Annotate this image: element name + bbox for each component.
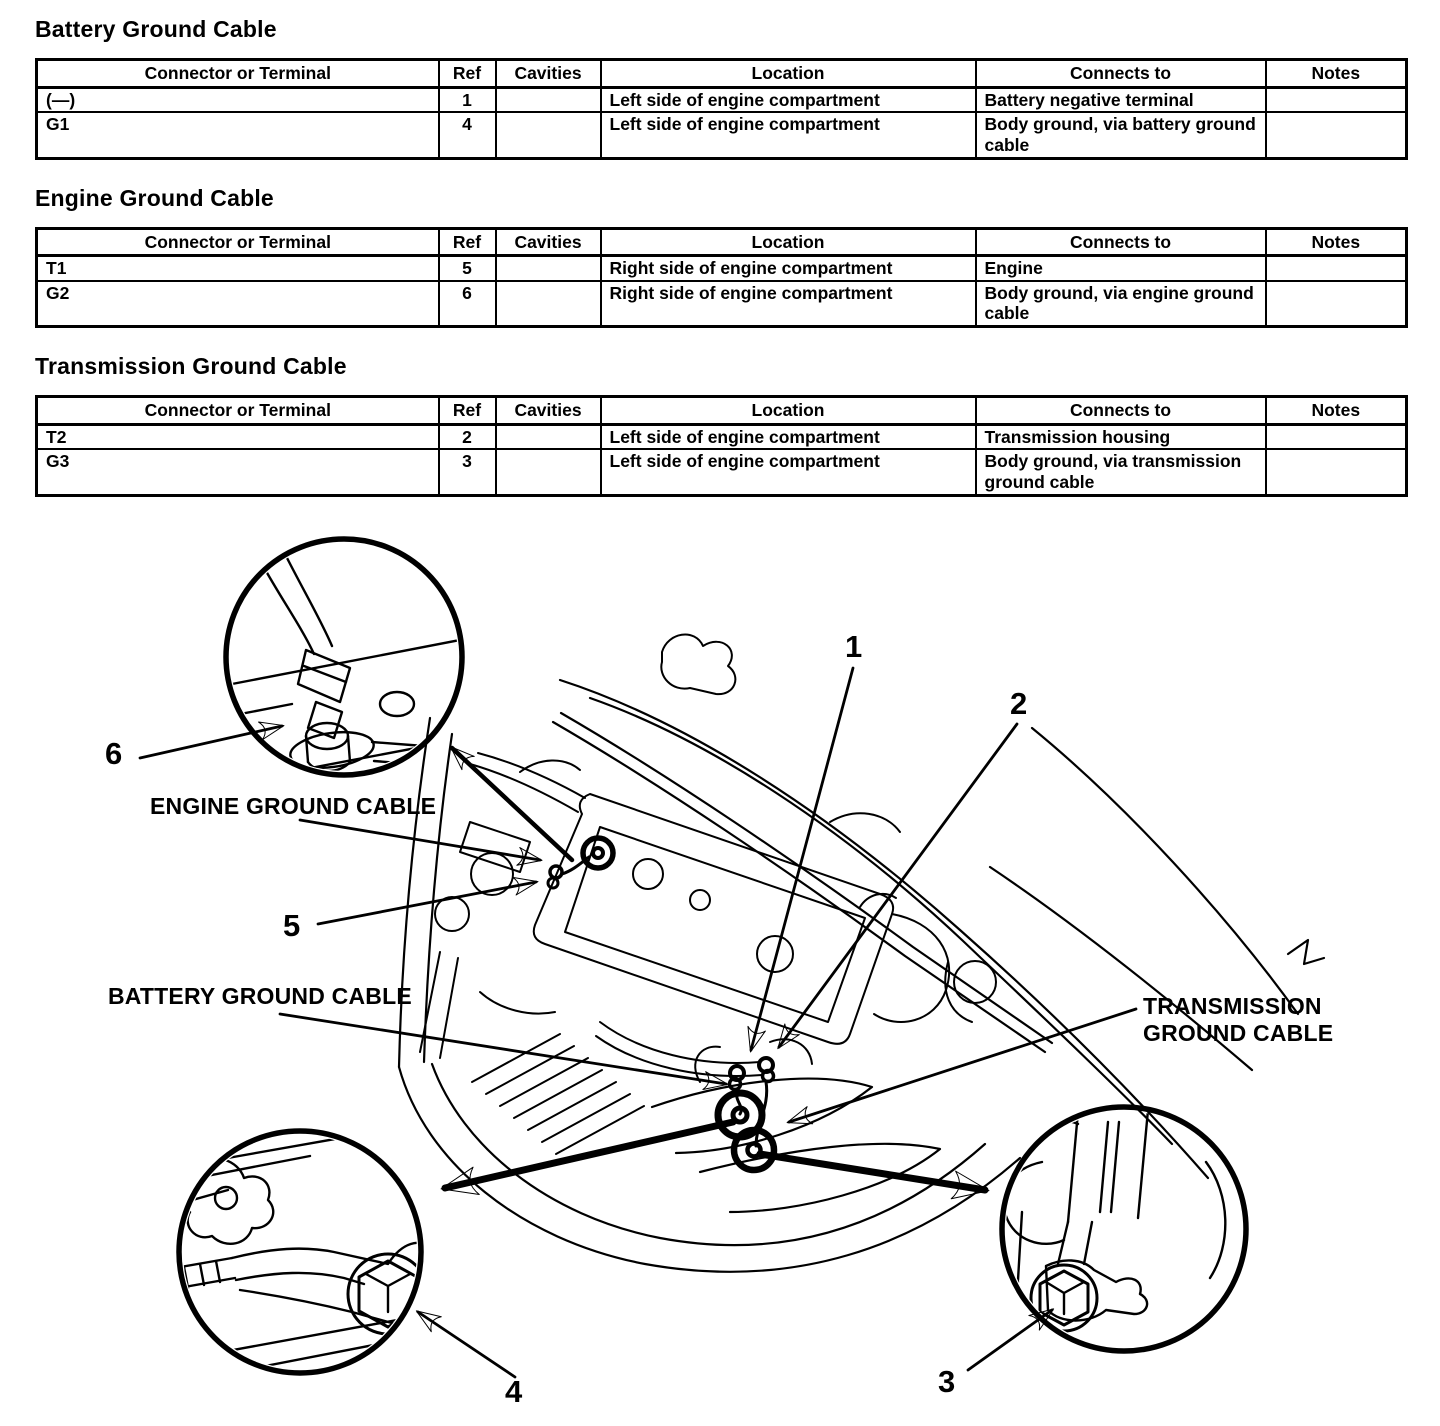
label-engine-ground-cable: ENGINE GROUND CABLE bbox=[150, 792, 437, 819]
cell-connects-to: Transmission housing bbox=[976, 424, 1266, 449]
callout-2: 2 bbox=[1010, 685, 1028, 721]
col-connector: Connector or Terminal bbox=[37, 397, 439, 425]
cell-ref: 4 bbox=[439, 112, 496, 158]
cell-cavities bbox=[496, 424, 601, 449]
cell-location: Left side of engine compartment bbox=[601, 112, 976, 158]
cell-location: Right side of engine compartment bbox=[601, 256, 976, 281]
inset-battery-ground-detail bbox=[92, 1124, 461, 1386]
col-cavities: Cavities bbox=[496, 397, 601, 425]
cell-cavities bbox=[496, 256, 601, 281]
cell-ref: 3 bbox=[439, 449, 496, 495]
col-notes: Notes bbox=[1266, 60, 1407, 88]
table-row bbox=[37, 112, 1407, 158]
table-row bbox=[37, 256, 1407, 281]
cell-location: Right side of engine compartment bbox=[601, 281, 976, 327]
cell-notes bbox=[1266, 424, 1407, 449]
col-location: Location bbox=[601, 228, 976, 256]
col-ref: Ref bbox=[439, 397, 496, 425]
col-notes: Notes bbox=[1266, 228, 1407, 256]
callout-5: 5 bbox=[283, 907, 301, 943]
cell-connector: G2 bbox=[37, 281, 439, 327]
leader-engine-ground-label bbox=[300, 820, 540, 860]
cell-ref: 1 bbox=[439, 87, 496, 112]
cell-connector: T2 bbox=[37, 424, 439, 449]
cell-connects-to: Body ground, via transmission ground cable bbox=[976, 449, 1266, 495]
section-title-battery-ground-cable: Battery Ground Cable bbox=[35, 16, 277, 42]
callout-4: 4 bbox=[505, 1373, 523, 1409]
col-connects-to: Connects to bbox=[976, 397, 1266, 425]
cell-cavities bbox=[496, 449, 601, 495]
leader-callout-5 bbox=[318, 882, 536, 924]
section-title-engine-ground-cable: Engine Ground Cable bbox=[35, 184, 274, 211]
col-cavities: Cavities bbox=[496, 228, 601, 256]
cell-location: Left side of engine compartment bbox=[601, 87, 976, 112]
table-row bbox=[37, 424, 1407, 449]
transmission-ground-cable-table bbox=[35, 395, 1408, 497]
cell-connector: G1 bbox=[37, 112, 439, 158]
table-row bbox=[37, 281, 1407, 327]
cell-connector: T1 bbox=[37, 256, 439, 281]
col-ref: Ref bbox=[439, 228, 496, 256]
cell-cavities bbox=[496, 281, 601, 327]
col-connects-to: Connects to bbox=[976, 228, 1266, 256]
cell-cavities bbox=[496, 112, 601, 158]
cell-location: Left side of engine compartment bbox=[601, 424, 976, 449]
cell-connector: (—) bbox=[37, 87, 439, 112]
cell-notes bbox=[1266, 281, 1407, 327]
table-row bbox=[37, 449, 1407, 495]
label-transmission-ground-cable-line1: TRANSMISSION bbox=[1143, 992, 1322, 1019]
col-connector: Connector or Terminal bbox=[37, 228, 439, 256]
cell-connects-to: Battery negative terminal bbox=[976, 87, 1266, 112]
label-battery-ground-cable: BATTERY GROUND CABLE bbox=[108, 982, 412, 1009]
col-location: Location bbox=[601, 60, 976, 88]
inset-transmission-ground-detail bbox=[1002, 1104, 1246, 1351]
leader-callout-2 bbox=[779, 724, 1017, 1047]
table-header-row bbox=[37, 397, 1407, 425]
cell-cavities bbox=[496, 87, 601, 112]
leader-battery-ground-label bbox=[280, 1014, 726, 1084]
col-ref: Ref bbox=[439, 60, 496, 88]
cell-notes bbox=[1266, 87, 1407, 112]
cell-notes bbox=[1266, 112, 1407, 158]
car-body-outline bbox=[399, 680, 1324, 1272]
table-row bbox=[37, 87, 1407, 112]
cell-connector: G3 bbox=[37, 449, 439, 495]
section-title-transmission-ground-cable: Transmission Ground Cable bbox=[35, 353, 347, 380]
leader-callout-4 bbox=[418, 1312, 515, 1377]
cell-connects-to: Engine bbox=[976, 256, 1266, 281]
cell-ref: 6 bbox=[439, 281, 496, 327]
engine-ground-cable-table bbox=[35, 227, 1408, 329]
col-connector: Connector or Terminal bbox=[37, 60, 439, 88]
cell-connects-to: Body ground, via battery ground cable bbox=[976, 112, 1266, 158]
callout-1: 1 bbox=[845, 628, 863, 664]
col-location: Location bbox=[601, 397, 976, 425]
cell-notes bbox=[1266, 449, 1407, 495]
leader-transmission-ground-label bbox=[789, 1009, 1136, 1122]
leader-to-battery-inset bbox=[445, 1122, 733, 1188]
callout-6: 6 bbox=[105, 735, 123, 771]
callout-3: 3 bbox=[938, 1363, 956, 1399]
col-cavities: Cavities bbox=[496, 60, 601, 88]
cell-connects-to: Body ground, via engine ground cable bbox=[976, 281, 1266, 327]
table-header-row bbox=[37, 60, 1407, 88]
cell-location: Left side of engine compartment bbox=[601, 449, 976, 495]
table-header-row bbox=[37, 228, 1407, 256]
label-transmission-ground-cable-line2: GROUND CABLE bbox=[1143, 1019, 1334, 1046]
cell-ref: 2 bbox=[439, 424, 496, 449]
col-connects-to: Connects to bbox=[976, 60, 1266, 88]
cell-notes bbox=[1266, 256, 1407, 281]
battery-ground-cable-table bbox=[35, 58, 1408, 160]
inset-engine-ground-detail bbox=[226, 539, 595, 775]
col-notes: Notes bbox=[1266, 397, 1407, 425]
leader-callout-3 bbox=[968, 1310, 1052, 1370]
cell-ref: 5 bbox=[439, 256, 496, 281]
engine-compartment-diagram bbox=[0, 522, 1440, 1426]
ground-points-illustration bbox=[0, 522, 1440, 1426]
ground-cable-tables bbox=[0, 0, 1440, 497]
